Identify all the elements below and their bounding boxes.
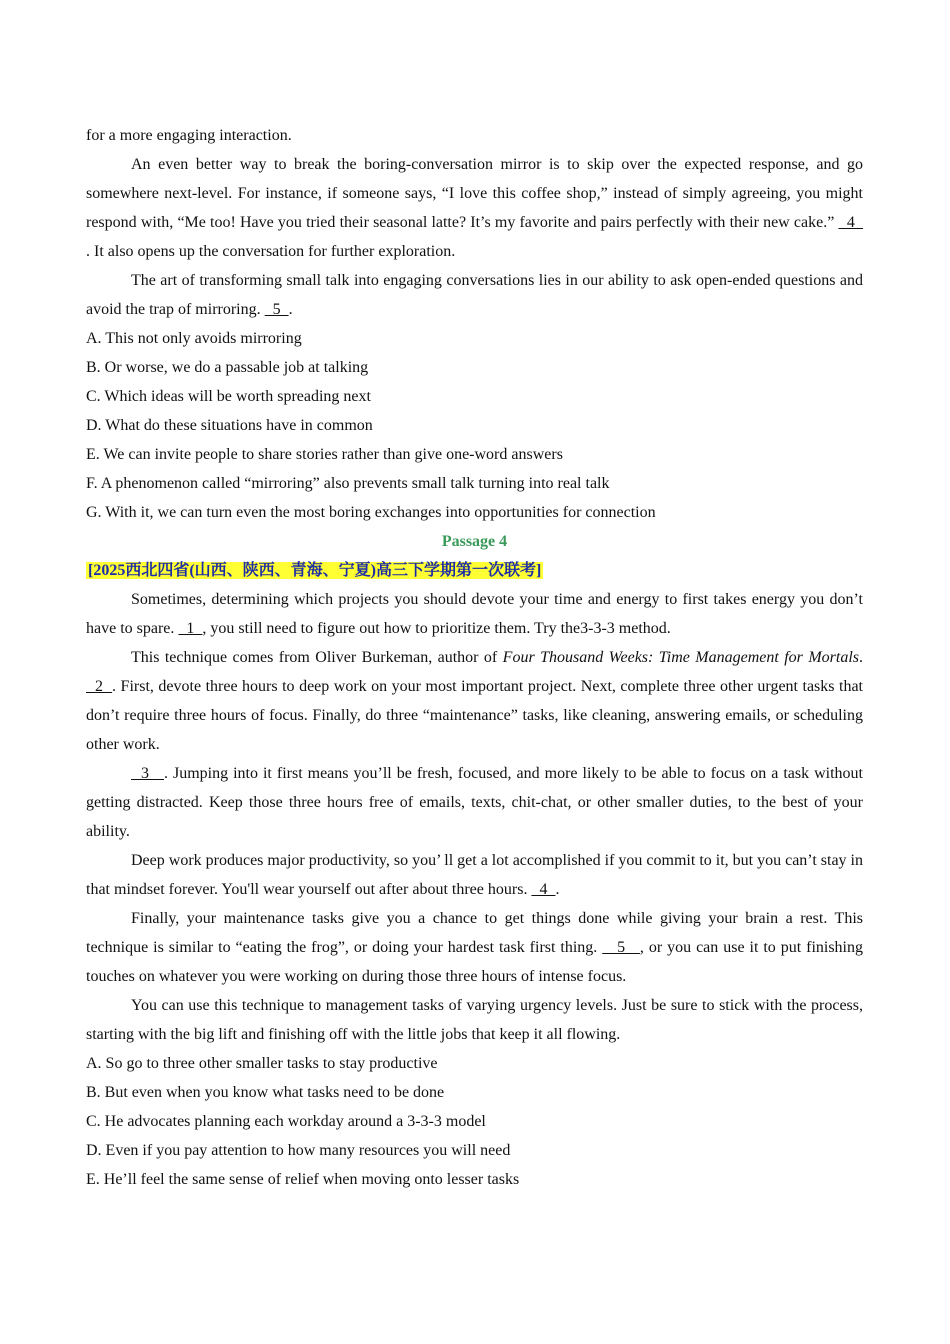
option-f: F. A phenomenon called “mirroring” also prevents small talk turning into real talk: [86, 475, 610, 492]
option-g: G. With it, we can turn even the most boring exchanges into opportunities for connection: [86, 504, 656, 521]
option-c: C. Which ideas will be worth spreading next: [86, 388, 371, 405]
blank-5: 5: [264, 301, 289, 318]
paragraph-text: .: [555, 881, 560, 898]
passage-title: Passage 4: [441, 533, 508, 550]
paragraph-text: This technique comes from Oliver Burkeman, author of: [131, 649, 503, 666]
source-row: [86, 556, 863, 585]
passage3-paragraph-next-level: [86, 150, 863, 266]
option-a: A. This not only avoids mirroring: [86, 330, 302, 347]
passage3-paragraph-art: [86, 266, 863, 324]
option-e: E. We can invite people to share stories rather than give one-word answers: [86, 446, 563, 463]
paragraph-text: , or you can use it to put finishing touches on whatever you were working on during those three hours of intense focus.: [86, 939, 863, 985]
paragraph-text: An even better way to break the boring-conversation mirror is to skip over the expected response, and go somewhere next-level. For instance, if someone says, “I love this coffee shop,” instead of simply agreeing, you might respond with, “Me too! Have you tried their seasonal latte? It’s my favorite and pairs perfectly with their new cake.”: [86, 156, 863, 231]
passage4-paragraph-1: [86, 585, 863, 643]
paragraph-text: Finally, your maintenance tasks give you a chance to get things done while giving your brain a rest. This technique is similar to “eating the frog”, or doing your hardest task first thing.: [86, 910, 863, 956]
passage4-paragraph-2: [86, 643, 863, 759]
paragraph-text: Deep work produces major productivity, so you’ ll get a lot accomplished if you commit to it, but you can’t stay in that mindset forever. You'll wear yourself out after about three hours.: [86, 852, 863, 898]
passage4-paragraph-3: [86, 759, 863, 846]
blank-5: 5: [602, 939, 640, 956]
paragraph-text: . It also opens up the conversation for further exploration.: [86, 243, 456, 260]
blank-4: 4: [838, 214, 863, 231]
book-title: Four Thousand Weeks: Time Management for Mortals: [502, 649, 859, 666]
exam-source-tag: [2025西北四省(山西、陕西、青海、宁夏)高三下学期第一次联考]: [88, 562, 542, 579]
option-d: D. What do these situations have in common: [86, 417, 373, 434]
blank-3: 3: [131, 765, 164, 782]
paragraph-text: . First, devote three hours to deep work on your most important project. Next, complete three other urgent tasks that don’t require three hours of focus. Finally, do three “maintenance” tasks, like cleaning, answering emails, or scheduling other work.: [86, 678, 864, 753]
paragraph-text: .: [288, 301, 293, 318]
passage3-options: [86, 324, 863, 527]
paragraph-text: .: [859, 649, 863, 666]
passage4-options: [86, 1049, 863, 1194]
option-e: E. He’ll feel the same sense of relief when moving onto lesser tasks: [86, 1171, 520, 1188]
passage4-paragraph-4: [86, 846, 863, 904]
passage3-tail-line: for a more engaging interaction.: [86, 127, 292, 144]
passage4-paragraph-5: [86, 904, 863, 991]
option-c: C. He advocates planning each workday around a 3-3-3 model: [86, 1113, 486, 1130]
paragraph-text: Sometimes, determining which projects you should devote your time and energy to first takes energy you don’t have to spare.: [86, 591, 863, 637]
paragraph-text: . Jumping into it first means you’ll be fresh, focused, and more likely to be able to focus on a task without getting distracted. Keep those three hours free of emails, texts, chit-chat, or other smaller duties, to the best of your ability.: [86, 765, 863, 840]
option-b: B. Or worse, we do a passable job at talking: [86, 359, 369, 376]
paragraph-text: The art of transforming small talk into engaging conversations lies in our ability to ask open-ended questions and avoid the trap of mirroring.: [86, 272, 863, 318]
passage4-paragraph-6: You can use this technique to management tasks of varying urgency levels. Just be sure to stick with the process, starting with the big lift and finishing off with the little jobs that keep it all flowing.: [86, 997, 863, 1043]
document-page: [86, 121, 863, 1194]
paragraph-text: , you still need to figure out how to prioritize them. Try the3-3-3 method.: [202, 620, 671, 637]
option-d: D. Even if you pay attention to how many resources you will need: [86, 1142, 511, 1159]
option-a: A. So go to three other smaller tasks to stay productive: [86, 1055, 438, 1072]
blank-4: 4: [531, 881, 556, 898]
blank-2: 2: [86, 678, 113, 695]
option-b: B. But even when you know what tasks need to be done: [86, 1084, 445, 1101]
blank-1: 1: [178, 620, 203, 637]
